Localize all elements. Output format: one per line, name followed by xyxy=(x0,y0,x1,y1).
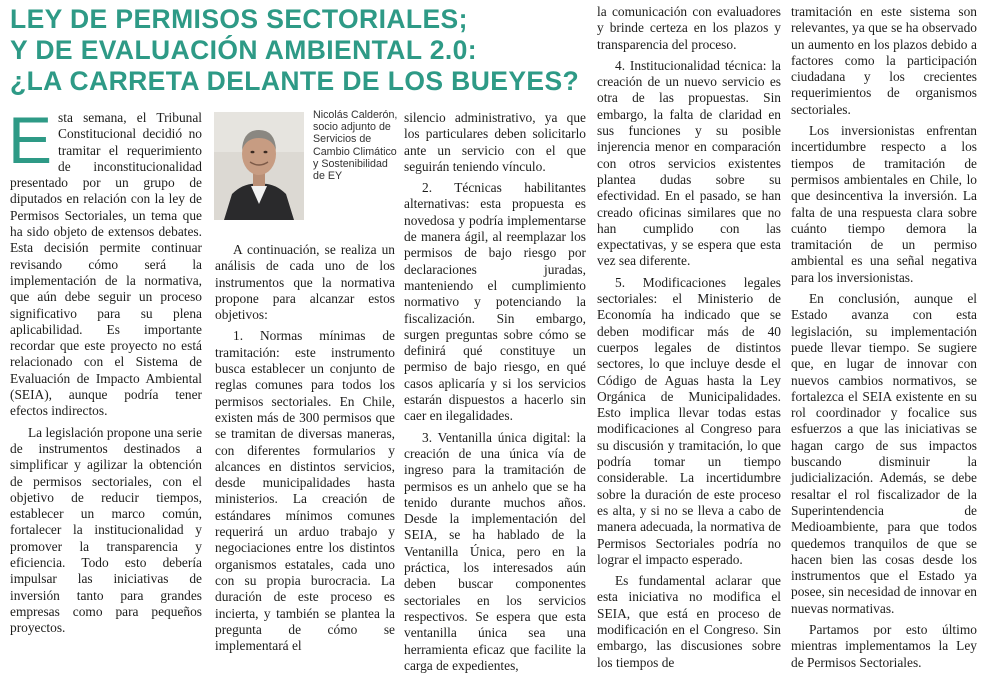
headline-line-2: Y DE EVALUACIÓN AMBIENTAL 2.0: xyxy=(10,35,477,65)
paragraph: tramitación en este sistema son relevantes, ya que se ha observado un aumento en los plazos debido a factores como la participación ciudadana y los crecientes requerimientos de organismos sectoriales. xyxy=(791,4,977,117)
article-headline xyxy=(10,4,590,97)
article-column-2 xyxy=(215,242,395,654)
paragraph: 2. Técnicas habilitantes alternativas: esta propuesta es novedosa y podría implementarse de manera ágil, al reemplazar los permisos de bajo riesgo por declaraciones juradas, manteniendo el cumplimiento normativo y potenciando la fiscalización. Sin embargo, surgen preguntas sobre cómo se definirá qué constituye un permiso de bajo riesgo, en qué casos aplicaría y si los servicios estarán dispuestos a hacerlo sin caer en ilegalidades. xyxy=(404,180,586,424)
article-column-3 xyxy=(404,110,586,674)
paragraph-text: sta semana, el Tribunal Constitucional decidió no tramitar el requerimiento de inconstitucionalidad presentado por un grupo de diputados en relación con la ley de Permisos Sectoriales, un tema que ha sido objeto de extensos debates. Esta decisión permite continuar revisando cómo será la implementación de la normativa, que aún debe seguir un proceso significativo para su plena aplicabilidad. Es importante recordar que este proyecto no está relacionado con el Sistema de Evaluación de Impacto Ambiental (SEIA), aunque podría tener efectos indirectos. xyxy=(10,110,202,419)
author-name: Nicolás Calderón, xyxy=(313,109,398,121)
paragraph: A continuación, se realiza un análisis de cada uno de los instrumentos que la normativa propone para alcanzar estos objetivos: xyxy=(215,242,395,323)
author-role: socio adjunto de Servicios de Cambio Climático y Sostenibilidad de EY xyxy=(313,121,397,183)
paragraph: 5. Modificaciones legales sectoriales: el Ministerio de Economía ha indicado que se deben modificar más de 40 cuerpos legales de distintos sectores, lo que incluye desde el Código de Aguas hasta la Ley Orgánica de Municipalidades. Esto implica llevar todas estas modificaciones al Congreso para su discusión y tramitación, lo que podría tomar un tiempo considerable. La incertidumbre sobre la duración de este proceso es alta, y si no se lleva a cabo de manera adecuada, la normativa de Permisos Sectoriales podría no lograr el impacto esperado. xyxy=(597,274,781,567)
headline-line-1: LEY DE PERMISOS SECTORIALES; xyxy=(10,4,468,34)
paragraph: 4. Institucionalidad técnica: la creación de un nuevo servicio es otra de las propuestas. Sin embargo, la falta de claridad en sus funciones y su posible injerencia menor en comparación con otros servicios existentes plantea dudas sobre su efectividad. En el pasado, se han creado oficinas similares que no han cumplido con las expectativas, y se espera que esta vez sea diferente. xyxy=(597,57,781,269)
article-column-4 xyxy=(597,4,781,671)
intro-paragraph xyxy=(8,103,202,420)
paragraph: 3. Ventanilla única digital: la creación de una única vía de ingreso para la tramitación de permisos es un anhelo que se ha tenido durante muchos años. Desde la implementación del SEIA, se ha hablado de la Ventanilla Única, pero en la práctica, los interesados aún deben buscar componentes sectoriales en los servicios respectivos. Se espera que esta ventanilla única sea una herramienta eficaz que facilite la carga de expedientes, xyxy=(404,429,586,673)
paragraph: 1. Normas mínimas de tramitación: este instrumento busca establecer un conjunto de reglas comunes para todos los permisos sectoriales. En Chile, existen más de 300 permisos que se tramitan de diversas maneras, con diferentes formularios y alcances en distintos servicios, desde municipalidades hasta ministerios. La creación de estándares mínimos comunes requerirá un arduo trabajo y negociaciones entre los distintos organismos estatales, cada uno con su propia burocracia. La duración de este proceso es incierta, y también se plantea la pregunta de cómo se implementará el xyxy=(215,328,395,654)
article-column-5 xyxy=(791,4,977,671)
author-photo xyxy=(214,112,304,220)
paragraph: La legislación propone una serie de instrumentos destinados a simplificar y agilizar la obtención de permisos sectoriales, con el objetivo de reducir tiempos, establecer un marco común, fortalecer la institucionalidad y promover la transparencia y eficiencia. Todo esto debería impulsar las iniciativas de inversión tanto para grandes empresas como para pequeños proyectos. xyxy=(10,424,203,636)
paragraph: Los inversionistas enfrentan incertidumbre respecto a los tiempos de tramitación de permisos ambientales en Chile, lo que desincentiva la inversión. La falta de una respuesta clara sobre cuánto tiempo demora la tramitación de un permiso ambiental es una señal negativa para los inversionistas. xyxy=(791,123,977,285)
article-column-1 xyxy=(8,103,203,637)
headline-line-3: ¿LA CARRETA DELANTE DE LOS BUEYES? xyxy=(10,66,580,96)
paragraph: la comunicación con evaluadores y brinde certeza en los plazos y transparencia del proceso. xyxy=(597,4,781,52)
paragraph: Es fundamental aclarar que esta iniciativa no modifica el SEIA, que está en proceso de modificación en el Congreso. Sin embargo, las discusiones sobre los tiempos de xyxy=(597,573,781,670)
drop-cap: E xyxy=(8,103,53,177)
paragraph: En conclusión, aunque el Estado avanza con esta legislación, su implementación puede llevar tiempo. Se sugiere que, en lugar de innovar con nuevos cambios normativos, se fortalezca el SEIA existente en su rol coordinador y focalice sus esfuerzos a que las iniciativas se hagan cargo de sus impactos buscando disminuir la judicialización. Además, se debe resaltar el rol fiscalizador de la Superintendencia de Medioambiente, para que todos quedemos tranquilos de que se hacen bien las cosas desde los instrumentos que el Estado ya posee, sin necesidad de innovar en nuevas normativas. xyxy=(791,291,977,616)
paragraph: Partamos por esto último mientras implementamos la Ley de Permisos Sectoriales. xyxy=(791,621,977,670)
author-caption xyxy=(313,109,399,182)
paragraph: silencio administrativo, ya que los particulares deben solicitarlo ante un servicio con el que seguirán teniendo vínculo. xyxy=(404,110,586,174)
